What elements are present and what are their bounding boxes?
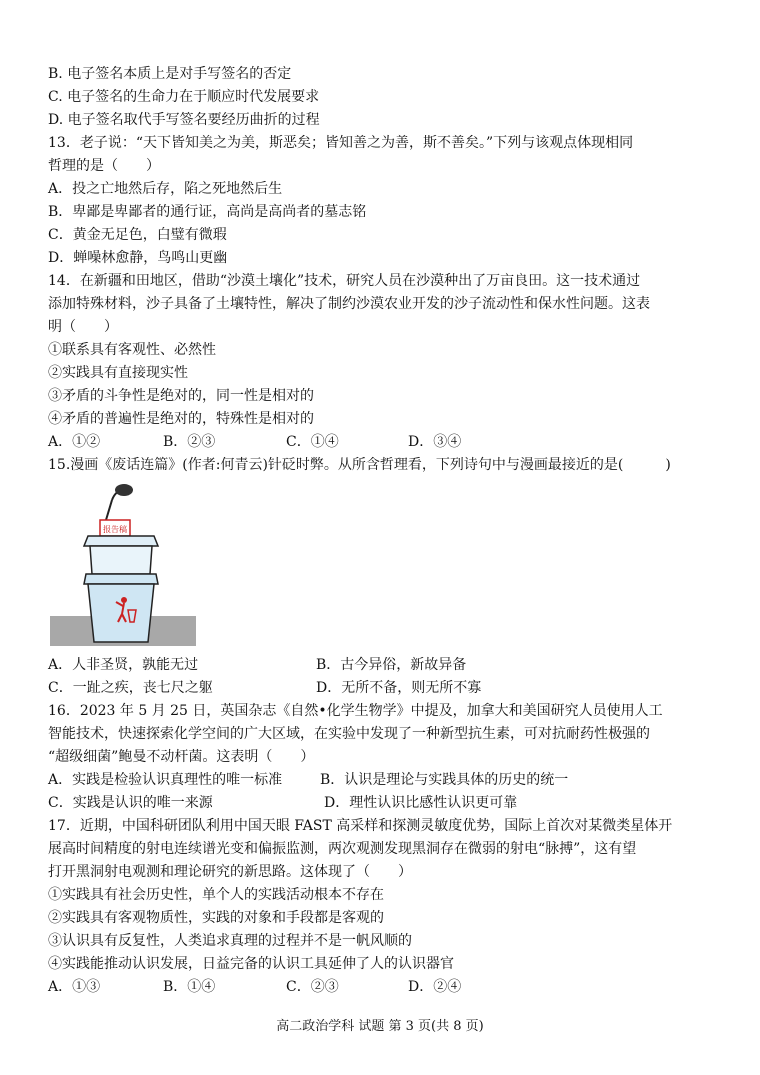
q17-statement-2: ②实践具有客观物质性，实践的对象和手段都是客观的: [48, 910, 384, 926]
q17-statement-4: ④实践能推动认识发展，日益完备的认识工具延伸了人的认识器官: [48, 956, 454, 972]
q15-stem: 15.漫画《废话连篇》(作者:何青云)针砭时弊。从所含哲理看，下列诗句中与漫画最接近的是( ): [48, 457, 671, 473]
q14-statement-2: ②实践具有直接现实性: [48, 365, 188, 381]
q17-statement-3: ③认识具有反复性，人类追求真理的过程并不是一帆风顺的: [48, 933, 412, 949]
q16-stem-line3: “超级细菌”鲍曼不动杆菌。这表明（ ）: [48, 749, 315, 765]
q13-option-d: D．蝉噪林愈静，鸟鸣山更幽: [48, 250, 228, 266]
q16-option-b: B．认识是理论与实践具体的历史的统一: [320, 772, 569, 788]
q16-option-d: D．理性认识比感性认识更可靠: [324, 795, 518, 811]
q17-stem-line2: 展高时间精度的射电连续谱光变和偏振监测，两次观测发现黑洞存在微弱的射电“脉搏”，这有望: [48, 841, 637, 857]
q16-stem-line2: 智能技术，快速探索化学空间的广大区域，在实验中发现了一种新型抗生素，可对抗耐药性极强的: [48, 726, 650, 742]
q16-stem-line1: 16．2023 年 5 月 25 日，英国杂志《自然•化学生物学》中提及，加拿大和美国研究人员使用人工: [48, 703, 663, 719]
q16-option-a: A．实践是检验认识真理性的唯一标准: [48, 772, 283, 788]
cartoon-nonsense-speech: [50, 478, 196, 648]
q14-option-c: C．①④: [286, 434, 339, 450]
q13-stem-line1: 13．老子说：“天下皆知美之为美，斯恶矣；皆知善之为善，斯不善矣。”下列与该观点体现相同: [48, 135, 634, 151]
q12-option-d: D. 电子签名取代手写签名要经历曲折的过程: [48, 112, 320, 128]
q14-statement-4: ④矛盾的普遍性是绝对的，特殊性是相对的: [48, 411, 314, 427]
q17-option-b: B．①④: [163, 979, 216, 995]
q12-option-b: B. 电子签名本质上是对手写签名的否定: [48, 66, 292, 82]
q14-statement-1: ①联系具有客观性、必然性: [48, 342, 216, 358]
q15-option-a: A．人非圣贤，孰能无过: [48, 657, 199, 673]
page-footer: 高二政治学科 试题 第 3 页(共 8 页): [276, 1019, 484, 1034]
trash-bin-lid: [84, 574, 158, 584]
q13-option-b: B．卑鄙是卑鄙者的通行证，高尚是高尚者的墓志铭: [48, 204, 367, 220]
q17-option-a: A．①③: [48, 979, 101, 995]
q14-option-d: D．③④: [408, 434, 462, 450]
q14-stem-line2: 添加特殊材料，沙子具备了土壤特性，解决了制约沙漠农业开发的沙子流动性和保水性问题。这表: [48, 296, 650, 312]
q14-option-b: B．②③: [163, 434, 216, 450]
microphone-stand: [106, 500, 112, 520]
q16-option-c: C．实践是认识的唯一来源: [48, 795, 213, 811]
q14-stem-line1: 14．在新疆和田地区，借助“沙漠土壤化”技术，研究人员在沙漠种出了万亩良田。这一技术通过: [48, 273, 641, 289]
q14-stem-line3: 明（ ）: [48, 319, 118, 335]
microphone-icon: [115, 484, 133, 496]
q15-option-c: C．一趾之疾，丧七尺之躯: [48, 680, 213, 696]
podium-top: [84, 536, 158, 546]
q12-option-c: C. 电子签名的生命力在于顺应时代发展要求: [48, 89, 320, 105]
q17-option-d: D．②④: [408, 979, 462, 995]
q13-option-a: A．投之亡地然后存，陷之死地然后生: [48, 181, 283, 197]
q14-statement-3: ③矛盾的斗争性是绝对的，同一性是相对的: [48, 388, 314, 404]
q14-option-a: A．①②: [48, 434, 101, 450]
q15-option-d: D．无所不备，则无所不寡: [316, 680, 482, 696]
trash-bin-body: [88, 584, 154, 642]
q13-stem-line2: 哲理的是（ ）: [48, 158, 160, 174]
q17-stem-line1: 17．近期，中国科研团队利用中国天眼 FAST 高采样和探测灵敏度优势，国际上首次对某微类星体开: [48, 818, 673, 834]
q17-stem-line3: 打开黑洞射电观测和理论研究的新思路。这体现了（ ）: [48, 864, 412, 880]
q17-option-c: C．②③: [286, 979, 339, 995]
q17-statement-1: ①实践具有社会历史性，单个人的实践活动根本不存在: [48, 887, 384, 903]
q13-option-c: C．黄金无足色，白璧有微瑕: [48, 227, 227, 243]
q15-option-b: B．古今异俗，新故异备: [316, 657, 467, 673]
podium-sign-text: 报告稿: [103, 525, 127, 534]
